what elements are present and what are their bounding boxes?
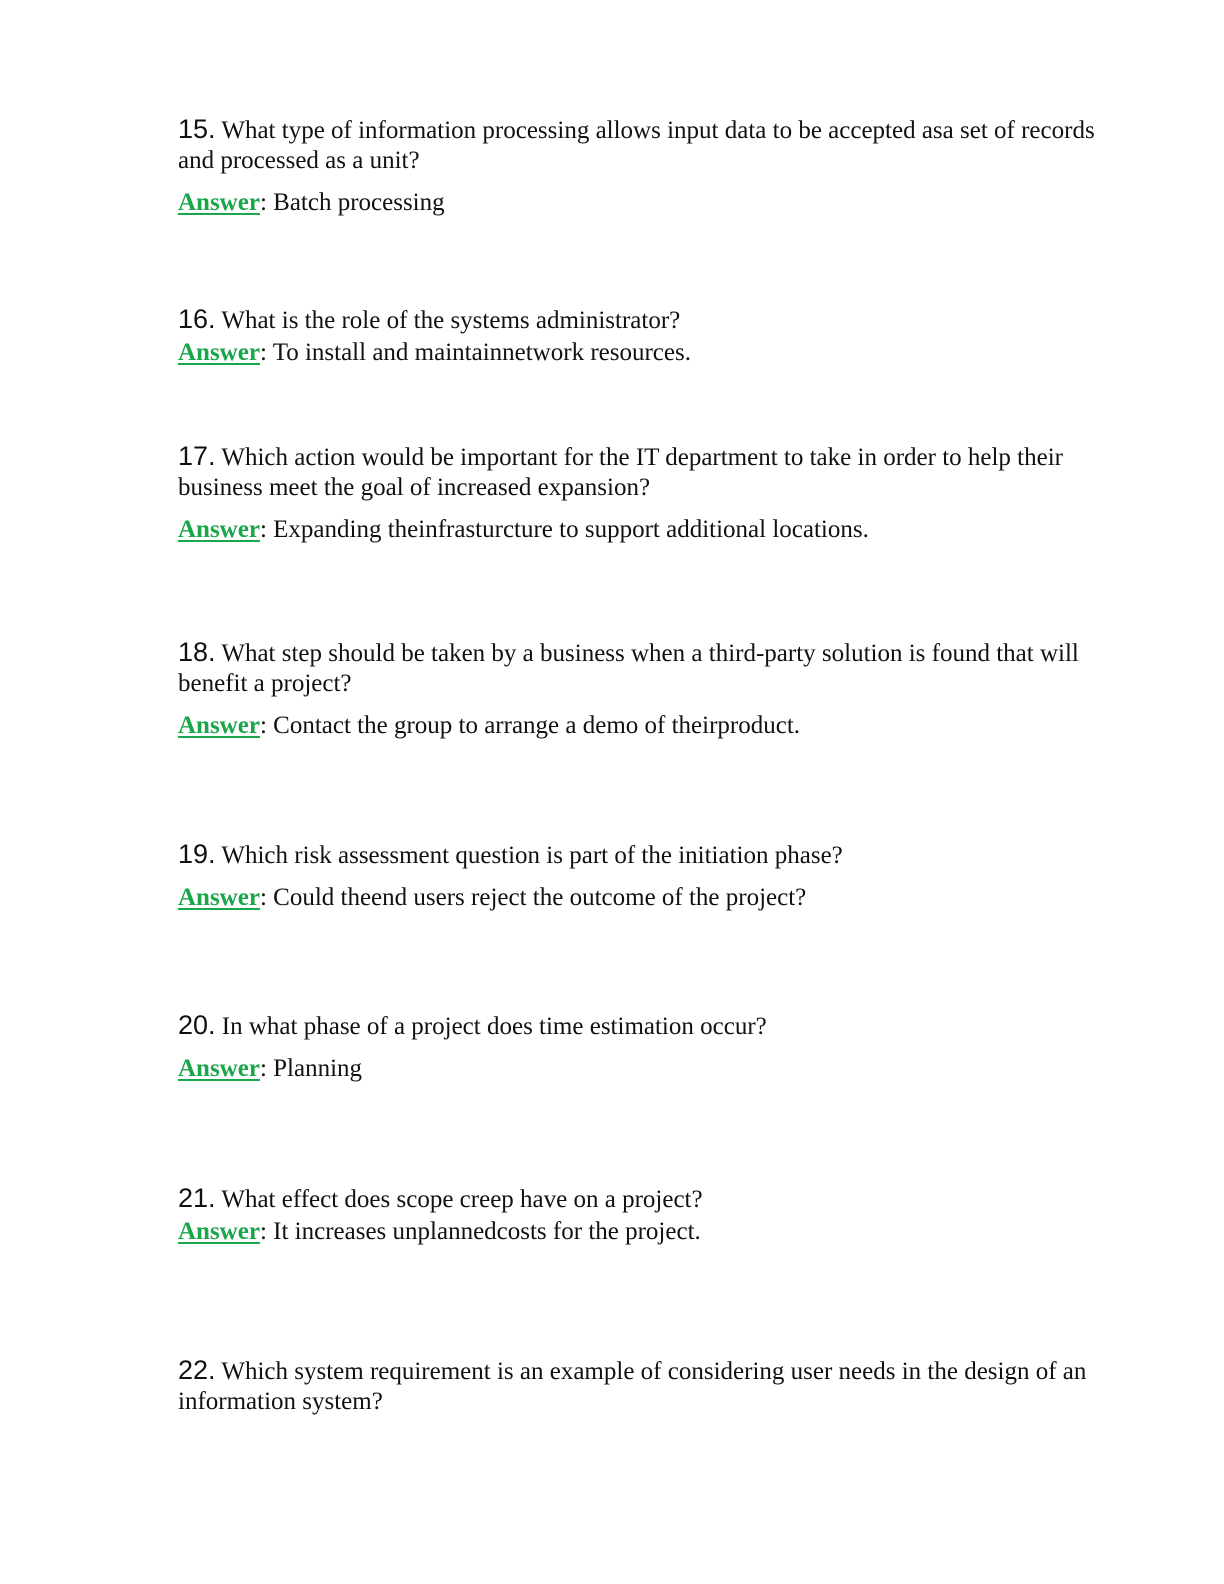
answer-label: Answer (178, 1055, 260, 1082)
question-number: 20. (178, 1010, 216, 1040)
answer-17: Answer: Expanding theinfrasturcture to support additional locations. (178, 516, 869, 543)
qa-item-18 (178, 637, 1128, 741)
answer-text: Batch processing (273, 189, 445, 216)
question-19 (178, 839, 1128, 871)
answer-label: Answer (178, 189, 260, 216)
question-22 (178, 1355, 1128, 1417)
question-18 (178, 637, 1128, 699)
answer-16: Answer: To install and maintainnetwork resources. (178, 339, 691, 366)
qa-item-16 (178, 304, 1128, 368)
question-number: 21. (178, 1183, 216, 1213)
qa-item-19 (178, 839, 1128, 913)
answer-15: Answer: Batch processing (178, 189, 445, 216)
answer-text: Planning (273, 1055, 363, 1082)
question-text: What effect does scope creep have on a project? (221, 1186, 703, 1213)
answer-18: Answer: Contact the group to arrange a demo of theirproduct. (178, 712, 801, 739)
qa-item-21 (178, 1183, 1128, 1247)
question-20 (178, 1010, 1128, 1042)
question-21 (178, 1183, 1128, 1215)
answer-text: To install and maintainnetwork resources. (272, 339, 691, 366)
answer-label: Answer (178, 516, 260, 543)
question-number: 18. (178, 637, 216, 667)
question-number: 16. (178, 304, 216, 334)
answer-text: Contact the group to arrange a demo of theirproduct. (273, 712, 801, 739)
question-17 (178, 441, 1128, 503)
question-number: 15. (178, 114, 216, 144)
question-text: Which system requirement is an example of considering user needs in the design of an information system? (178, 1358, 1087, 1415)
qa-item-20 (178, 1010, 1128, 1084)
qa-item-17 (178, 441, 1128, 545)
question-number: 17. (178, 441, 216, 471)
answer-label: Answer (178, 712, 260, 739)
question-text: What step should be taken by a business when a third-party solution is found that will benefit a project? (178, 640, 1079, 697)
question-text: What is the role of the systems administrator? (221, 307, 681, 334)
question-text: In what phase of a project does time estimation occur? (221, 1013, 767, 1040)
answer-text: Could theend users reject the outcome of the project? (273, 884, 807, 911)
answer-21: Answer: It increases unplannedcosts for the project. (178, 1218, 701, 1245)
answer-label: Answer (178, 884, 260, 911)
question-16 (178, 304, 1128, 336)
answer-text: Expanding theinfrasturcture to support additional locations. (273, 516, 869, 543)
question-15 (178, 114, 1128, 176)
answer-19: Answer: Could theend users reject the outcome of the project? (178, 884, 807, 911)
qa-item-15 (178, 114, 1128, 218)
answer-label: Answer (178, 339, 260, 366)
question-text: Which action would be important for the IT department to take in order to help their business meet the goal of increased expansion? (178, 444, 1063, 501)
answer-20: Answer: Planning (178, 1055, 363, 1082)
question-number: 19. (178, 839, 216, 869)
answer-text: It increases unplannedcosts for the project. (273, 1218, 701, 1245)
question-text: Which risk assessment question is part of the initiation phase? (221, 842, 843, 869)
qa-item-22 (178, 1355, 1128, 1417)
question-text: What type of information processing allows input data to be accepted asa set of records and processed as a unit? (178, 117, 1095, 174)
question-number: 22. (178, 1355, 216, 1385)
answer-label: Answer (178, 1218, 260, 1245)
